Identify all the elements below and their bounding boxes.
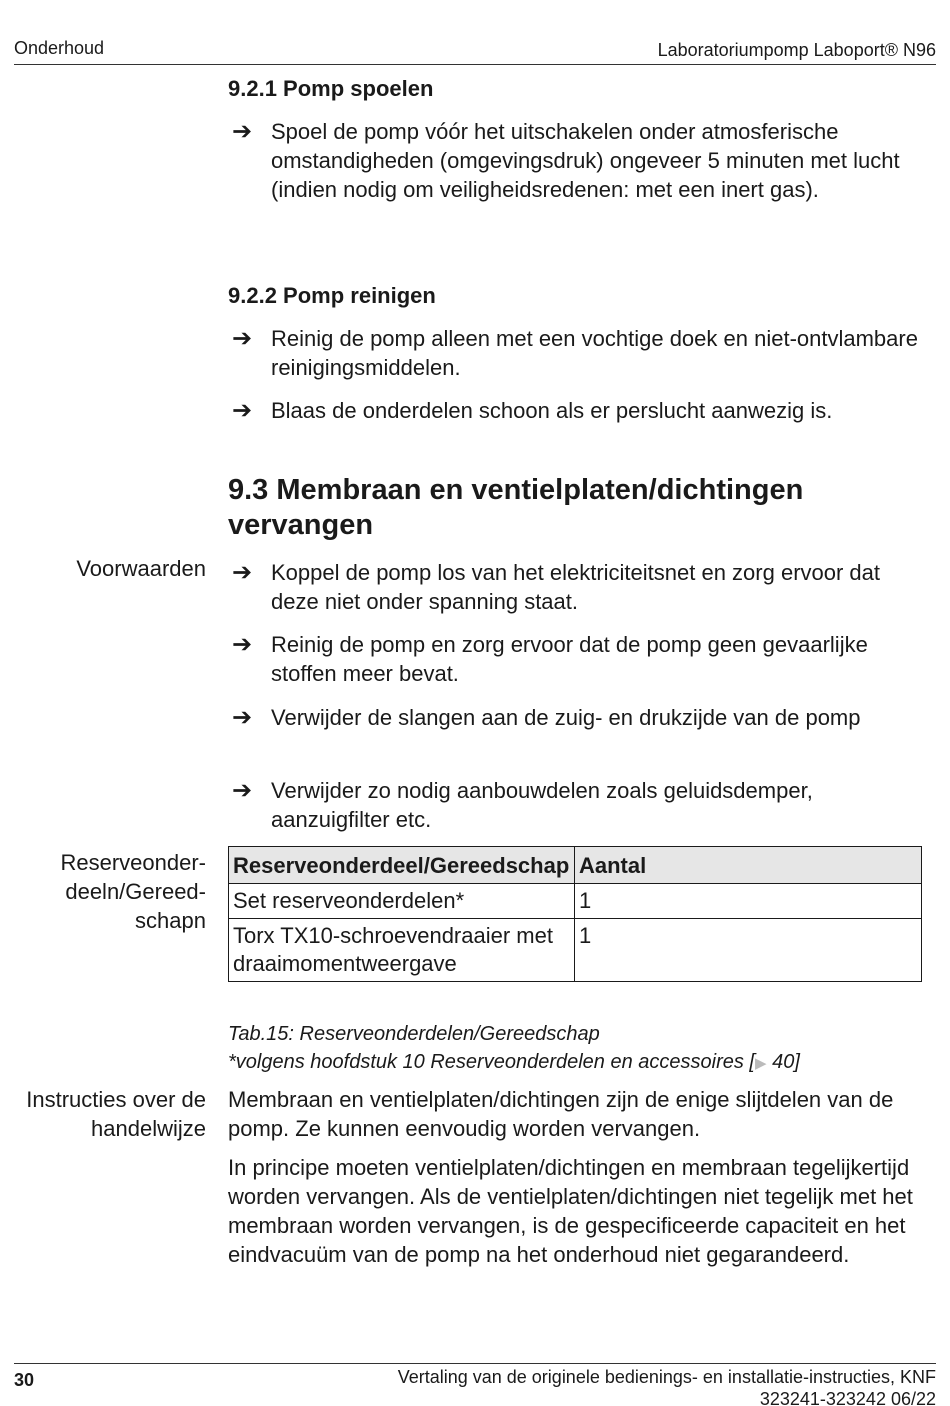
step-reinigen-2 — [232, 396, 932, 425]
heading-9-2-1: 9.2.1 Pomp spoelen — [228, 76, 434, 101]
caption-note-text: *volgens hoofdstuk 10 Reserveonderdelen en accessoires [ — [228, 1051, 755, 1073]
table-cell: 1 — [575, 884, 922, 919]
heading-9-2-2: 9.2.2 Pomp reinigen — [228, 283, 436, 308]
step-text: Blaas de onderdelen schoon als er perslucht aanwezig is. — [271, 398, 833, 423]
page-header — [14, 38, 936, 65]
triangle-right-icon[interactable]: ▶ — [755, 1055, 767, 1072]
step-text: Verwijder de slangen aan de zuig- en drukzijde van de pomp — [271, 705, 861, 730]
condition-4 — [232, 776, 932, 834]
table-row — [229, 884, 922, 919]
footer-line-1: Vertaling van de originele bedienings- en installatie-instructies, KNF — [397, 1367, 936, 1387]
footer-line-2: 323241-323242 06/22 — [759, 1389, 936, 1406]
arrow-right-icon: ➔ — [232, 777, 253, 804]
page-number: 30 — [14, 1370, 35, 1390]
caption-page-ref[interactable]: 40] — [766, 1051, 800, 1073]
arrow-right-icon: ➔ — [232, 631, 253, 658]
arrow-right-icon: ➔ — [232, 118, 253, 145]
paragraph-1: Membraan en ventielplaten/dichtingen zijn de enige slijtdelen van de pomp. Ze kunnen eenvoudig worden vervangen. — [228, 1087, 894, 1141]
table-cell: Torx TX10-schroevendraaier met draaimomentweergave — [229, 919, 575, 982]
table-caption — [228, 1020, 800, 1078]
step-text: Reinig de pomp alleen met een vochtige doek en niet-ontvlambare reinigingsmiddelen. — [271, 326, 918, 380]
header-product-name: Laboratoriumpomp Laboport® N96 — [657, 40, 936, 60]
table-cell: Set reserveonderdelen* — [229, 884, 575, 919]
step-reinigen-1 — [232, 324, 932, 382]
arrow-right-icon: ➔ — [232, 397, 253, 424]
table-header-row — [229, 847, 922, 884]
step-text: Spoel de pomp vóór het uitschakelen onder atmosferische omstandigheden (omgevingsdruk) ongeveer 5 minuten met lucht (indien nodig om veiligheidsredenen: met een inert gas). — [271, 119, 900, 202]
paragraph-2: In principe moeten ventielplaten/dichtingen en membraan tegelijkertijd worden vervangen. Als de ventielplaten/dichtingen niet tegelijk met het membraan worden vervangen, is de gespecificeerde capaciteit en het eindvacuüm van de pomp na het onderhoud niet gegarandeerd. — [228, 1155, 913, 1267]
table-cell: 1 — [575, 919, 922, 982]
heading-9-3: 9.3 Membraan en ventielplaten/dichtingen vervangen — [228, 474, 804, 541]
step-text: Verwijder zo nodig aanbouwdelen zoals geluidsdemper, aanzuigfilter etc. — [271, 778, 813, 832]
side-label-conditions: Voorwaarden — [76, 556, 206, 581]
parts-table — [228, 846, 922, 982]
page-footer — [14, 1363, 936, 1406]
step-spoelen — [232, 117, 932, 204]
table-row — [229, 919, 922, 982]
table-header-quantity: Aantal — [575, 847, 922, 884]
caption-note — [228, 1048, 800, 1078]
side-label-instructions: Instructies over de handelwijze — [26, 1087, 206, 1141]
table-header-part: Reserveonderdeel/Gereedschap — [229, 847, 575, 884]
condition-2 — [232, 630, 932, 688]
step-text: Koppel de pomp los van het elektriciteitsnet en zorg ervoor dat deze niet onder spanning staat. — [271, 560, 881, 614]
step-text: Reinig de pomp en zorg ervoor dat de pomp geen gevaarlijke stoffen meer bevat. — [271, 632, 868, 686]
arrow-right-icon: ➔ — [232, 704, 253, 731]
arrow-right-icon: ➔ — [232, 559, 253, 586]
footer-document-info — [398, 1366, 936, 1406]
condition-3 — [232, 703, 932, 732]
arrow-right-icon: ➔ — [232, 325, 253, 352]
side-label-parts: Reserveonderdeeln/Gereedschapn — [60, 850, 206, 933]
header-section-name: Onderhoud — [14, 38, 105, 58]
condition-1 — [232, 558, 932, 616]
caption-title: Tab.15: Reserveonderdelen/Gereedschap — [228, 1023, 600, 1045]
